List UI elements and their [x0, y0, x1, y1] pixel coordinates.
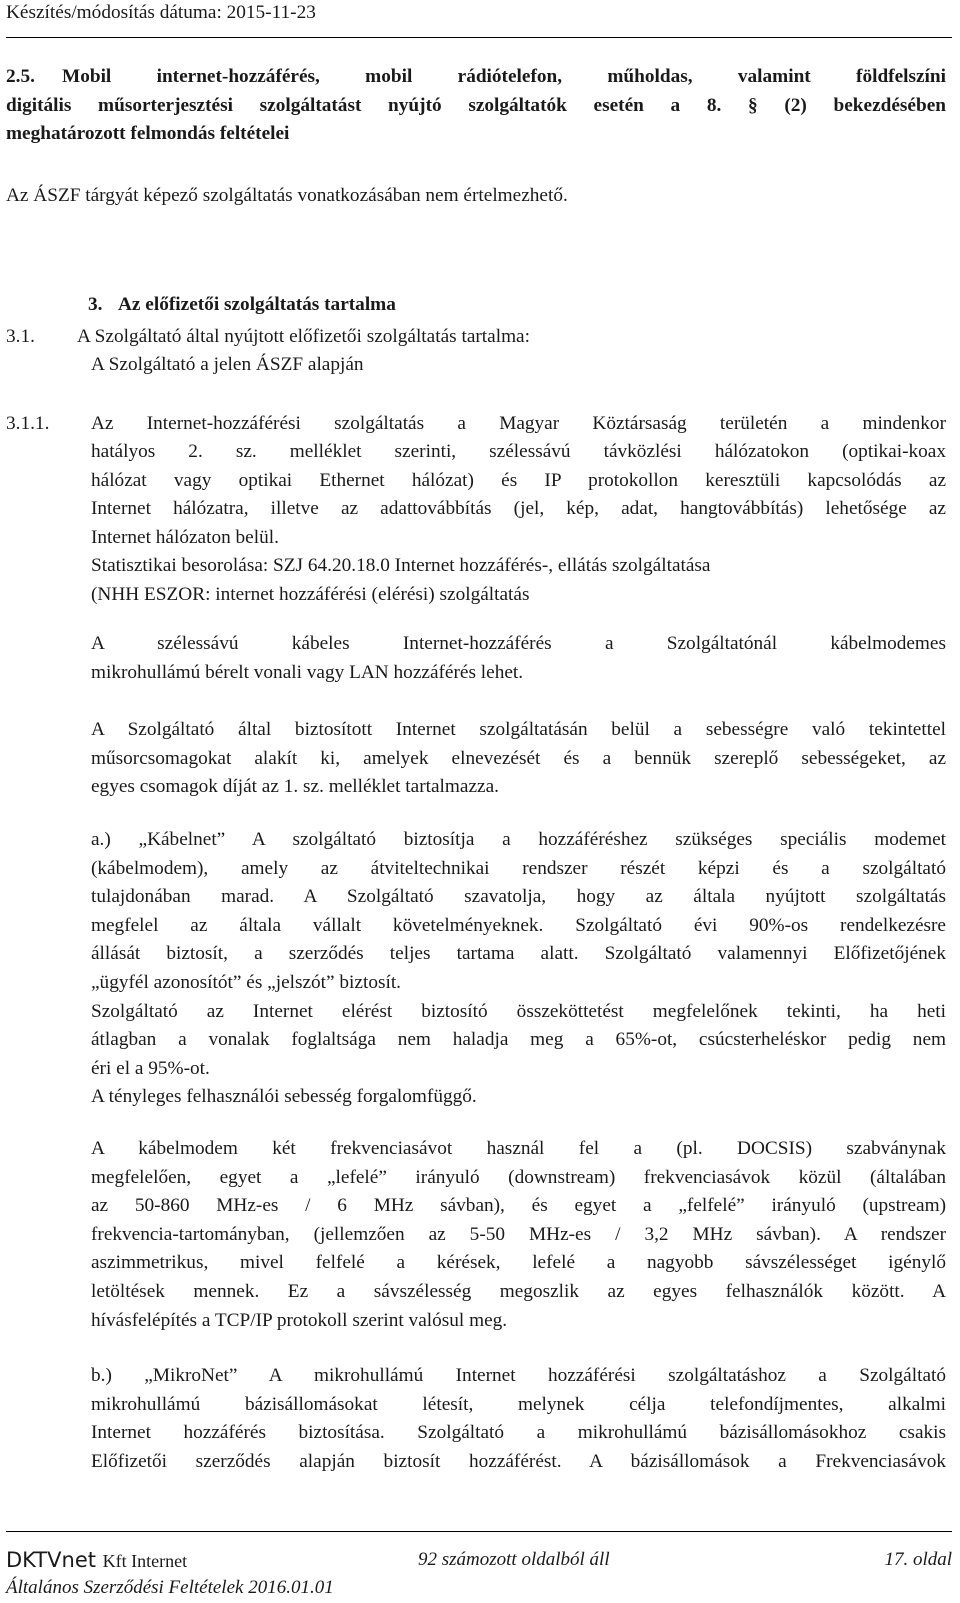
- paragraph-line: megfelelően, egyet a „lefelé” irányuló (downstream) frekvenciasávok közül (általában: [91, 1166, 946, 1188]
- paragraph-line: A tényleges felhasználói sebesség forgalomfüggő.: [91, 1086, 477, 1108]
- paragraph-line: frekvencia-tartományban, (jellemzően az 5-50 MHz-es / 3,2 MHz sávban). A rendszer: [91, 1223, 946, 1245]
- footer-page-number: 17. oldal: [884, 1549, 952, 1570]
- paragraph-line: a.) „Kábelnet” A szolgáltató biztosítja a hozzáféréshez szükséges speciális modemet: [91, 829, 946, 850]
- section-3-1-sub: A Szolgáltató a jelen ÁSZF alapján: [91, 354, 364, 375]
- statistics-line: Statisztikai besorolása: SZJ 64.20.18.0 Internet hozzáférés-, ellátás szolgáltatása: [91, 555, 711, 577]
- page-footer: [6, 1534, 952, 1598]
- paragraph-line: (kábelmodem), amely az átviteltechnikai rendszer részét képzi és a szolgáltató: [91, 857, 946, 879]
- paragraph-line: Internet hálózaton belül.: [91, 526, 279, 548]
- paragraph-line: A szélessávú kábeles Internet-hozzáférés a Szolgáltatónál kábelmodemes: [91, 633, 946, 654]
- section-3-1-1-heading: [6, 410, 946, 439]
- paragraph-line: hálózat vagy optikai Ethernet hálózat) és IP protokollon keresztüli kapcsolódás az: [91, 469, 946, 491]
- paragraph-line: Internet hálózatra, illetve az adattovábbítás (jel, kép, adat, hangtovábbítás) lehetősége az: [91, 498, 946, 520]
- section-number: 2.5.: [6, 66, 35, 87]
- paragraph-line: Előfizetői szerződés alapján biztosít hozzáférést. A bázisállomások a Frekvenciasávok: [91, 1450, 946, 1472]
- brand-logo-text: DKTVnet: [6, 1548, 96, 1572]
- paragraph-line: tulajdonában marad. A Szolgáltató szavatolja, hogy az általa nyújtott szolgáltatás: [91, 886, 946, 908]
- section-3-1-heading: [6, 323, 946, 352]
- section-number: 3.: [88, 294, 103, 315]
- paragraph-line: átlagban a vonalak foglaltsága nem haladja meg a 65%-ot, csúcsterheléskor pedig nem: [91, 1029, 946, 1051]
- section-title: A Szolgáltató által nyújtott előfizetői szolgáltatás tartalma:: [77, 326, 530, 347]
- paragraph-line: Szolgáltató az Internet elérést biztosító összeköttetést megfelelőnek tekinti, ha heti: [91, 1000, 946, 1022]
- header-date: Készítés/módosítás dátuma: 2015-11-23: [6, 2, 316, 23]
- paragraph-line: hatályos 2. sz. melléklet szerinti, szélessávú távközlési hálózatokon (optikai-koax: [91, 441, 946, 462]
- paragraph-line: A Szolgáltató által biztosított Internet szolgáltatásán belül a sebességre való tekintettel: [91, 719, 946, 740]
- header-rule: [6, 37, 952, 38]
- footer-brand: [6, 1546, 187, 1576]
- paragraph-mikronet: [91, 1362, 946, 1476]
- paragraph-line: mikrohullámú bázisállomásokat létesít, melynek célja telefondíjmentes, alkalmi: [91, 1393, 946, 1415]
- paragraph-line: éri el a 95%-ot.: [91, 1057, 210, 1079]
- section-3-1-1-body: [91, 438, 946, 610]
- heading-line: meghatározott felmondás feltételei: [6, 123, 290, 145]
- heading-line: Mobil internet-hozzáférés, mobil rádiótelefon, műholdas, valamint földfelszíni: [62, 66, 946, 87]
- footer-page-count: 92 számozott oldalból áll: [418, 1549, 610, 1570]
- paragraph-line: hívásfelépítés a TCP/IP protokoll szerint valósul meg.: [91, 1309, 508, 1331]
- paragraph-line: megfelel az általa vállalt követelményeknek. Szolgáltató évi 90%-os rendelkezésre: [91, 914, 946, 936]
- brand-suffix: Kft Internet: [102, 1551, 188, 1571]
- paragraph-packages: [91, 716, 946, 802]
- paragraph-line: letöltések mennek. Ez a sávszélesség megoszlik az egyes felhasználók között. A: [91, 1280, 946, 1302]
- paragraph-line: b.) „MikroNet” A mikrohullámú Internet hozzáférési szolgáltatáshoz a Szolgáltató: [91, 1365, 946, 1386]
- section-number: 3.1.1.: [6, 413, 50, 434]
- section-title: Az előfizetői szolgáltatás tartalma: [118, 294, 396, 315]
- footer-document-title: Általános Szerződési Feltételek 2016.01.01: [6, 1577, 334, 1598]
- paragraph-line: az 50-860 MHz-es / 6 MHz sávban), és egyet a „felfelé” irányuló (upstream): [91, 1195, 946, 1217]
- paragraph-line: mikrohullámú bérelt vonali vagy LAN hozzáférés lehet.: [91, 661, 524, 683]
- paragraph-line: Az Internet-hozzáférési szolgáltatás a Magyar Köztársaság területén a mindenkor: [91, 413, 946, 434]
- paragraph-kabelnet: [91, 826, 946, 1112]
- paragraph-line: állását biztosít, a szerződés teljes tartama alatt. Szolgáltató valamennyi Előfizetőjének: [91, 943, 946, 965]
- footer-rule: [6, 1531, 952, 1532]
- paragraph-line: műsorcsomagokat alakít ki, amelyek elnevezését és a bennük szereplő sebességeket, az: [91, 747, 946, 769]
- heading-line: digitális műsorterjesztési szolgáltatást nyújtó szolgáltatók esetén a 8. § (2) bekezdésében: [6, 94, 946, 116]
- paragraph-line: A kábelmodem két frekvenciasávot használ fel a (pl. DOCSIS) szabványnak: [91, 1138, 946, 1159]
- section-number: 3.1.: [6, 326, 35, 347]
- paragraph-docsis: [91, 1135, 946, 1335]
- paragraph-line: „ügyfél azonosítót” és „jelszót” biztosít.: [91, 971, 402, 993]
- paragraph-cable-access: [91, 630, 946, 687]
- section-2-5-note: Az ÁSZF tárgyát képező szolgáltatás vonatkozásában nem értelmezhető.: [6, 185, 568, 206]
- section-2-5-heading: [6, 63, 946, 149]
- paragraph-line: egyes csomagok díját az 1. sz. melléklet tartalmazza.: [91, 776, 499, 798]
- section-3-heading: [88, 291, 946, 320]
- statistics-line: (NHH ESZOR: internet hozzáférési (elérési) szolgáltatás: [91, 583, 530, 605]
- paragraph-line: aszimmetrikus, mivel felfelé a kérések, lefelé a nagyobb sávszélességet igénylő: [91, 1252, 946, 1274]
- paragraph-line: Internet hozzáférés biztosítása. Szolgáltató a mikrohullámú bázisállomásokhoz csakis: [91, 1422, 946, 1444]
